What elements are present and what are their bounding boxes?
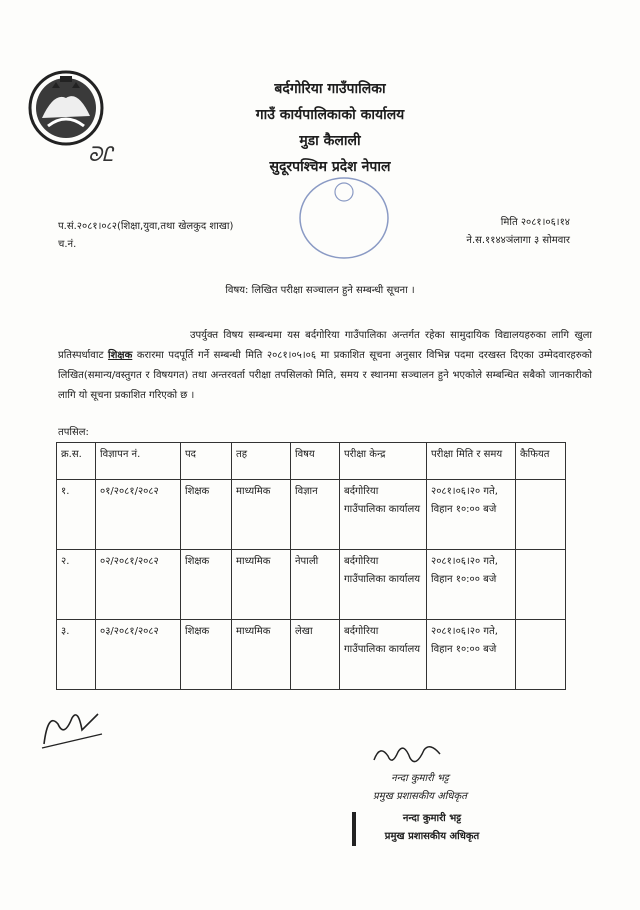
- cell-post: शिक्षक: [181, 620, 232, 690]
- notice-subject: विषय: लिखित परीक्षा सञ्चालन हुने सम्बन्धी सूचना ।: [225, 285, 415, 296]
- reference-number: प.सं.२०८१।०८२(शिक्षा,युवा,तथा खेलकुद शाखा): [58, 221, 234, 232]
- col-subject: विषय: [291, 443, 340, 480]
- signatory-stamp: [362, 810, 502, 846]
- table-row: [57, 620, 566, 690]
- nepal-emblem-icon: [26, 68, 106, 148]
- office-seal-icon: [296, 170, 392, 266]
- cell-advert-no: ०३/२०८१/२०८२: [96, 620, 181, 690]
- handwritten-signature-icon: [370, 740, 450, 770]
- col-exam-datetime: परीक्षा मिति र समय: [427, 443, 516, 480]
- body-part-2: करारमा पदपूर्ति गर्ने सम्बन्धी मिति २०८१।०५।०६ मा प्रकाशित सूचना अनुसार विभिन्न पदमा दरखस्त दिएका उम्मेदवारहरुको लिखित(समान्य/वस्तुगत र विषयगत) तथा अन्तरवर्ता परीक्षा तपसिलको मिति, समय र स्थानमा सञ्चालन हुने भएकोले सम्बन्धित सबैको जानकारीको लागि यो सूचना प्रकाशित गरिएको छ ।: [58, 350, 592, 401]
- cell-exam-center: बर्दगोरिया गाउँपालिका कार्यालय: [340, 480, 427, 550]
- cell-advert-no: ०२/२०८१/२०८२: [96, 550, 181, 620]
- margin-signature-icon: [38, 704, 108, 754]
- cell-post: शिक्षक: [181, 550, 232, 620]
- initial-scrawl: ᘐᏝ: [88, 142, 114, 166]
- stamp-bar: [352, 812, 356, 846]
- cell-exam-datetime: २०८१।०६।२० गते, विहान १०:०० बजे: [427, 480, 516, 550]
- signatory-handwritten: [340, 770, 500, 806]
- cell-sn: १.: [57, 480, 96, 550]
- exam-schedule-table: [56, 442, 566, 690]
- cell-exam-center: बर्दगोरिया गाउँपालिका कार्यालय: [340, 620, 427, 690]
- cell-post: शिक्षक: [181, 480, 232, 550]
- dispatch-number: च.नं.: [58, 239, 77, 250]
- post-highlight: शिक्षक: [108, 350, 133, 361]
- reference-block: [58, 218, 233, 254]
- cell-exam-datetime: २०८१।०६।२० गते, विहान १०:०० बजे: [427, 620, 516, 690]
- cell-remarks: [516, 620, 566, 690]
- cell-remarks: [516, 480, 566, 550]
- office-header: [180, 78, 480, 182]
- municipality-name: बर्दगोरिया गाउँपालिका: [274, 81, 386, 97]
- office-name: गाउँ कार्यपालिकाको कार्यालय: [255, 107, 405, 123]
- col-sn: क्र.स.: [57, 443, 96, 480]
- cell-remarks: [516, 550, 566, 620]
- cell-level: माध्यमिक: [232, 620, 291, 690]
- table-header-row: [57, 443, 566, 480]
- nepal-sambat-date: ने.स.११४४ञंलागा ३ सोमवार: [466, 235, 570, 246]
- col-exam-center: परीक्षा केन्द्र: [340, 443, 427, 480]
- signatory-title: प्रमुख प्रशासकीय अधिकृत: [373, 791, 467, 802]
- notice-body: [58, 326, 592, 406]
- cell-subject: विज्ञान: [291, 480, 340, 550]
- stamp-name: नन्दा कुमारी भट्ट: [402, 813, 462, 824]
- cell-sn: २.: [57, 550, 96, 620]
- col-advert-no: विज्ञापन नं.: [96, 443, 181, 480]
- details-label: तपसिल:: [58, 427, 89, 438]
- cell-subject: लेखा: [291, 620, 340, 690]
- district-name: मुडा कैलाली: [299, 133, 361, 149]
- stamp-title: प्रमुख प्रशासकीय अधिकृत: [384, 831, 480, 842]
- date-block: [466, 214, 570, 250]
- body-part-1: उपर्युक्त विषय सम्बन्धमा यस बर्दगोरिया गाउँपालिका अन्तर्गत रहेका सामुदायिक विद्यालयहरुका लागि खुला प्रतिस्पर्धावाट: [58, 330, 592, 361]
- cell-level: माध्यमिक: [232, 550, 291, 620]
- notice-date: मिति २०८१।०६।१४: [500, 217, 570, 228]
- cell-exam-datetime: २०८१।०६।२० गते, विहान १०:०० बजे: [427, 550, 516, 620]
- signatory-name: नन्दा कुमारी भट्ट: [391, 773, 449, 784]
- cell-subject: नेपाली: [291, 550, 340, 620]
- cell-sn: ३.: [57, 620, 96, 690]
- table-row: [57, 480, 566, 550]
- col-level: तह: [232, 443, 291, 480]
- col-post: पद: [181, 443, 232, 480]
- cell-exam-center: बर्दगोरिया गाउँपालिका कार्यालय: [340, 550, 427, 620]
- cell-advert-no: ०१/२०८१/२०८२: [96, 480, 181, 550]
- col-remarks: कैफियत: [516, 443, 566, 480]
- table-row: [57, 550, 566, 620]
- province-name: सुदूरपश्चिम प्रदेश नेपाल: [269, 159, 391, 175]
- cell-level: माध्यमिक: [232, 480, 291, 550]
